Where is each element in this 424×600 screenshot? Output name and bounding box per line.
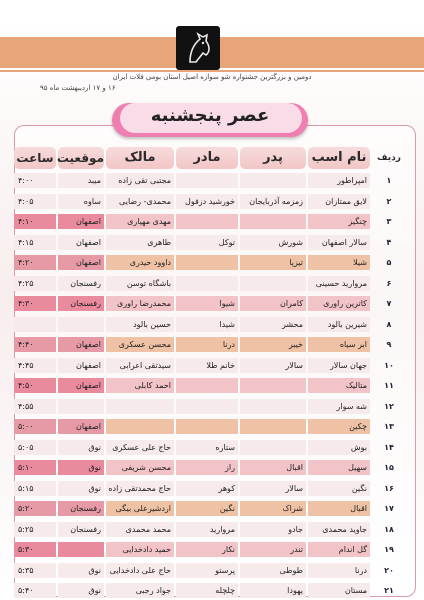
location: نوق [58, 481, 104, 496]
row-index: ۱۱ [384, 381, 394, 390]
owner-name [106, 419, 174, 434]
session-title: عصر پنجشنبه [150, 105, 270, 126]
sire-name: کامران [240, 296, 306, 311]
dam-name [176, 214, 238, 229]
sire-name: خیبر [240, 337, 306, 352]
horse-name: جهان سالار [308, 358, 370, 373]
table-row [0, 357, 424, 374]
row-index: ۱۹ [384, 545, 394, 554]
location: اصفهان [58, 419, 104, 434]
horse-name: مستان [308, 583, 370, 598]
sire-name: جادو [240, 522, 306, 537]
dam-name: راز [176, 460, 238, 475]
dam-name [176, 173, 238, 188]
dam-name [176, 378, 238, 393]
table-row [0, 377, 424, 394]
location: نوق [58, 583, 104, 598]
dam-name: پرستو [176, 563, 238, 578]
time: ۴:۵۵ [14, 399, 56, 414]
horse-name: مروارید حسینی [308, 276, 370, 291]
dam-name: خورشید دزفول [176, 194, 238, 209]
row-index: ۱۳ [384, 422, 394, 431]
row-index: ۲۱ [384, 586, 394, 595]
time: ۵:۳۵ [14, 563, 56, 578]
festival-title: دومین و بزرگترین جشنواره شو سواره اصیل استان بومی فلات ایران [112, 73, 312, 81]
owner-name: محمدرضا راوری [106, 296, 174, 311]
dam-name: توکل [176, 235, 238, 250]
sire-name [240, 440, 306, 455]
table-row [0, 398, 424, 415]
dam-name [176, 276, 238, 291]
owner-name: احمد کابلی [106, 378, 174, 393]
row-index: ۳ [386, 217, 392, 226]
dam-name [176, 419, 238, 434]
horse-head-icon [176, 26, 220, 70]
horse-name: لایق ممتازان [308, 194, 370, 209]
horse-name: سهیل [308, 460, 370, 475]
owner-name: مهدی مهیاری [106, 214, 174, 229]
sire-name [240, 419, 306, 434]
dam-name: شیوا [176, 296, 238, 311]
table-row [0, 582, 424, 599]
time: ۴:۰۰ [14, 173, 56, 188]
dam-name: مروارید [176, 522, 238, 537]
time: ۴:۰۵ [14, 194, 56, 209]
horse-name: شه سوار [308, 399, 370, 414]
horse-name: گل اندام [308, 542, 370, 557]
time: ۵:۱۰ [14, 460, 56, 475]
location: نوق [58, 440, 104, 455]
owner-name: محسن عسکری [106, 337, 174, 352]
table-row [0, 439, 424, 456]
time: ۵:۴۰ [14, 583, 56, 598]
sire-name: سالار [240, 358, 306, 373]
row-index: ۱۵ [384, 463, 394, 472]
sire-name [240, 378, 306, 393]
dam-name [176, 399, 238, 414]
row-index: ۱۸ [384, 524, 394, 534]
sire-name [240, 399, 306, 414]
row-index: ۱۶ [384, 483, 394, 493]
sire-name [240, 214, 306, 229]
owner-name: حاج علی دادخدایی [106, 563, 174, 578]
owner-name: جواد رجبی [106, 583, 174, 598]
row-index: ۱ [386, 176, 392, 185]
table-row [0, 172, 424, 189]
column-header-location: موقعیت [58, 147, 104, 169]
owner-name: اردشیرعلی بیگی [106, 501, 174, 516]
sire-name: اقبال [240, 460, 306, 475]
owner-name: محسن شریفی [106, 460, 174, 475]
location: نوق [58, 563, 104, 578]
row-index: ۱۴ [384, 442, 394, 452]
table-row [0, 562, 424, 579]
table-row [0, 234, 424, 251]
row-index: ۹ [386, 340, 392, 349]
dam-name: نگین [176, 501, 238, 516]
horse-name: شیرین بالود [308, 317, 370, 332]
owner-name: حمید دادخدایی [106, 542, 174, 557]
column-header-owner: مالک [106, 147, 174, 169]
location: نوق [58, 460, 104, 475]
horse-name: جاوید محمدی [308, 522, 370, 537]
row-index: ۲ [386, 196, 392, 206]
location: اصفهان [58, 358, 104, 373]
sire-name: سالار [240, 481, 306, 496]
horse-name: بوش [308, 440, 370, 455]
time: ۴:۲۵ [14, 276, 56, 291]
column-header-dam: مادر [176, 147, 238, 169]
table-row [0, 275, 424, 292]
sire-name: شورش [240, 235, 306, 250]
table-row [0, 418, 424, 435]
row-index: ۱۰ [384, 360, 394, 370]
row-index: ۱۲ [384, 401, 394, 411]
location: رفسنجان [58, 276, 104, 291]
time: ۴:۳۰ [14, 296, 56, 311]
table-row [0, 254, 424, 271]
horse-name: چکین [308, 419, 370, 434]
row-index: ۸ [386, 319, 392, 329]
sire-name: شراک [240, 501, 306, 516]
horse-name: نگین [308, 481, 370, 496]
horse-name: چنگیز [308, 214, 370, 229]
time: ۴:۵۰ [14, 378, 56, 393]
dam-name: کوهر [176, 481, 238, 496]
location: رفسنجان [58, 522, 104, 537]
dam-name: خانم طلا [176, 358, 238, 373]
table-row [0, 480, 424, 497]
owner-name: حسین بالود [106, 317, 174, 332]
sire-name [240, 173, 306, 188]
table-row [0, 316, 424, 333]
time: ۵:۲۰ [14, 501, 56, 516]
location: اصفهان [58, 378, 104, 393]
time: ۵:۳۰ [14, 542, 56, 557]
table-row [0, 193, 424, 210]
column-header-sire: پدر [240, 147, 306, 169]
time: ۴:۴۵ [14, 358, 56, 373]
time [14, 317, 56, 332]
sire-name: محشر [240, 317, 306, 332]
table-row [0, 336, 424, 353]
sire-name: تندر [240, 542, 306, 557]
dam-name: ستاره [176, 440, 238, 455]
owner-name: باشگاه توسن [106, 276, 174, 291]
sire-name: یهودا [240, 583, 306, 598]
horse-name: سالار اصفهان [308, 235, 370, 250]
owner-name [106, 399, 174, 414]
dam-name [176, 255, 238, 270]
sire-name: تیزپا [240, 255, 306, 270]
sire-name: زمزمه آذربایجان [240, 194, 306, 209]
table-row [0, 541, 424, 558]
row-index: ۶ [386, 278, 392, 288]
time: ۵:۲۵ [14, 522, 56, 537]
location: اصفهان [58, 337, 104, 352]
row-index: ۴ [386, 237, 392, 247]
header-divider [0, 70, 424, 72]
owner-name: محمد محمدی [106, 522, 174, 537]
sire-name: طوطی [240, 563, 306, 578]
location: ساوه [58, 194, 104, 209]
horse-name: کاترین راوری [308, 296, 370, 311]
location: رفسنجان [58, 296, 104, 311]
sire-name [240, 276, 306, 291]
dam-name: نکار [176, 542, 238, 557]
horse-name: متالیک [308, 378, 370, 393]
location: اصفهان [58, 255, 104, 270]
time: ۵:۰۵ [14, 440, 56, 455]
location: رفسنجان [58, 501, 104, 516]
row-index: ۱۷ [384, 504, 394, 513]
owner-name: حاج علی عسکری [106, 440, 174, 455]
location: اصفهان [58, 214, 104, 229]
table-row [0, 459, 424, 476]
horse-name: امپراطور [308, 173, 370, 188]
owner-name: داوود حیدری [106, 255, 174, 270]
time: ۵:۱۵ [14, 481, 56, 496]
owner-name: حاج محمدتقی زاده [106, 481, 174, 496]
time: ۴:۱۰ [14, 214, 56, 229]
table-row [0, 295, 424, 312]
location: اصفهان [58, 235, 104, 250]
table-row [0, 213, 424, 230]
column-header-index: ردیف [377, 153, 401, 163]
dam-name: چلچله [176, 583, 238, 598]
time: ۵:۰۰ [14, 419, 56, 434]
horse-name: اقبال [308, 501, 370, 516]
row-index: ۵ [386, 258, 392, 267]
owner-name: مجتبی تقی زاده [106, 173, 174, 188]
festival-date: ۱۶ و ۱۷ اردیبهشت ماه ۹۵ [40, 84, 116, 92]
location: میبد [58, 173, 104, 188]
table-row [0, 500, 424, 517]
owner-name: سیدتقی اعرابی [106, 358, 174, 373]
horse-name: شیلا [308, 255, 370, 270]
column-header-horse: نام اسب [308, 147, 370, 169]
horse-name: درنا [308, 563, 370, 578]
location [58, 542, 104, 557]
time: ۴:۴۰ [14, 337, 56, 352]
location [58, 317, 104, 332]
time: ۴:۲۰ [14, 255, 56, 270]
dam-name: درنا [176, 337, 238, 352]
owner-name: محمدی- رضایی [106, 194, 174, 209]
location [58, 399, 104, 414]
column-header-time: ساعت [14, 147, 56, 169]
table-row [0, 521, 424, 538]
dam-name: شیدا [176, 317, 238, 332]
time: ۴:۱۵ [14, 235, 56, 250]
owner-name: طاهری [106, 235, 174, 250]
horse-name: ابر سیاه [308, 337, 370, 352]
row-index: ۲۰ [384, 565, 394, 575]
row-index: ۷ [386, 299, 392, 308]
